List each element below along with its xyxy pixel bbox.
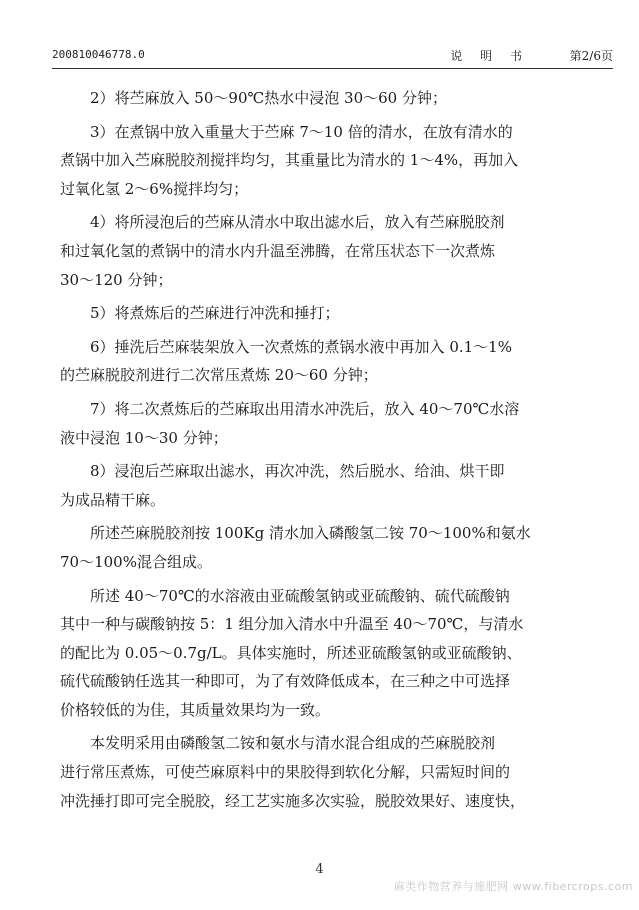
text-line: 6）捶洗后苎麻装架放入一次煮炼的煮锅水液中再加入 0.1～1% (90, 337, 512, 356)
text-line: 为成品精干麻。 (60, 490, 166, 509)
text-line: 进行常压煮炼，可使苎麻原料中的果胶得到软化分解，只需短时间的 (60, 763, 511, 782)
paragraph (60, 118, 600, 204)
paragraph (60, 333, 600, 390)
text-line: 其中一种与碳酸钠按 5：1 组分加入清水中升温至 40～70℃，与清水 (60, 615, 524, 634)
paragraph (60, 84, 600, 113)
paragraph (60, 582, 600, 725)
text-line: 所述苎麻脱胶剂按 100Kg 清水加入磷酸氢二铵 70～100%和氨水 (90, 524, 531, 543)
document-body (60, 84, 600, 820)
paragraph (60, 457, 600, 514)
paragraph (60, 729, 600, 815)
paragraph (60, 208, 600, 294)
site-watermark: 麻类作物营养与施肥网 www.fibercrops.com (393, 880, 633, 893)
text-line: 5）将煮炼后的苎麻进行冲洗和捶打； (90, 304, 340, 323)
text-line: 2）将苎麻放入 50～90℃热水中浸泡 30～60 分钟； (90, 89, 447, 107)
paragraph (60, 519, 600, 576)
text-line: 所述 40～70℃的水溶液由亚硫酸氢钠或亚硫酸钠、硫代硫酸钠 (90, 586, 510, 605)
text-line: 本发明采用由磷酸氢二铵和氨水与清水混合组成的苎麻脱胶剂 (90, 734, 496, 753)
text-line: 煮锅中加入苎麻脱胶剂搅拌均匀，其重量比为清水的 1～4%，再加入 (60, 151, 519, 170)
text-line: 液中浸泡 10～30 分钟； (60, 428, 228, 447)
paragraph (60, 299, 600, 328)
text-line: 的苎麻脱胶剂进行二次常压煮炼 20～60 分钟； (60, 366, 378, 385)
text-line: 价格较低的为佳，其质量效果均为一致。 (60, 700, 331, 719)
text-line: 和过氧化氢的煮锅中的清水内升温至沸腾，在常压状态下一次煮炼 (60, 241, 496, 260)
page-indicator: 第2/6页 (569, 49, 613, 63)
text-line: 冲洗捶打即可完全脱胶，经工艺实施多次实验，脱胶效果好、速度快， (60, 791, 526, 810)
text-line: 硫代硫酸钠任选其一种即可，为了有效降低成本，在三种之中可选择 (60, 672, 511, 691)
text-line: 3）在煮锅中放入重量大于苎麻 7～10 倍的清水，在放有清水的 (90, 122, 513, 141)
document-title: 说 明 书 (450, 49, 529, 63)
page-header (52, 44, 613, 64)
text-line: 30～120 分钟； (60, 270, 173, 289)
page-number: 4 (315, 862, 324, 877)
text-line: 70～100%混合组成。 (60, 552, 212, 571)
text-line: 7）将二次煮炼后的苎麻取出用清水冲洗后，放入 40～70℃水溶 (90, 399, 520, 418)
paragraph (60, 395, 600, 452)
document-number: 200810046778.0 (52, 48, 145, 61)
text-line: 4）将所浸泡后的苎麻从清水中取出滤水后，放入有苎麻脱胶剂 (90, 213, 505, 232)
text-line: 过氧化氢 2～6%搅拌均匀； (60, 179, 249, 198)
header-divider (52, 68, 613, 69)
text-line: 的配比为 0.05～0.7g/L。具体实施时，所述亚硫酸氢钠或亚硫酸钠、 (60, 643, 522, 662)
text-line: 8）浸泡后苎麻取出滤水，再次冲洗，然后脱水、给油、烘干即 (90, 462, 505, 481)
